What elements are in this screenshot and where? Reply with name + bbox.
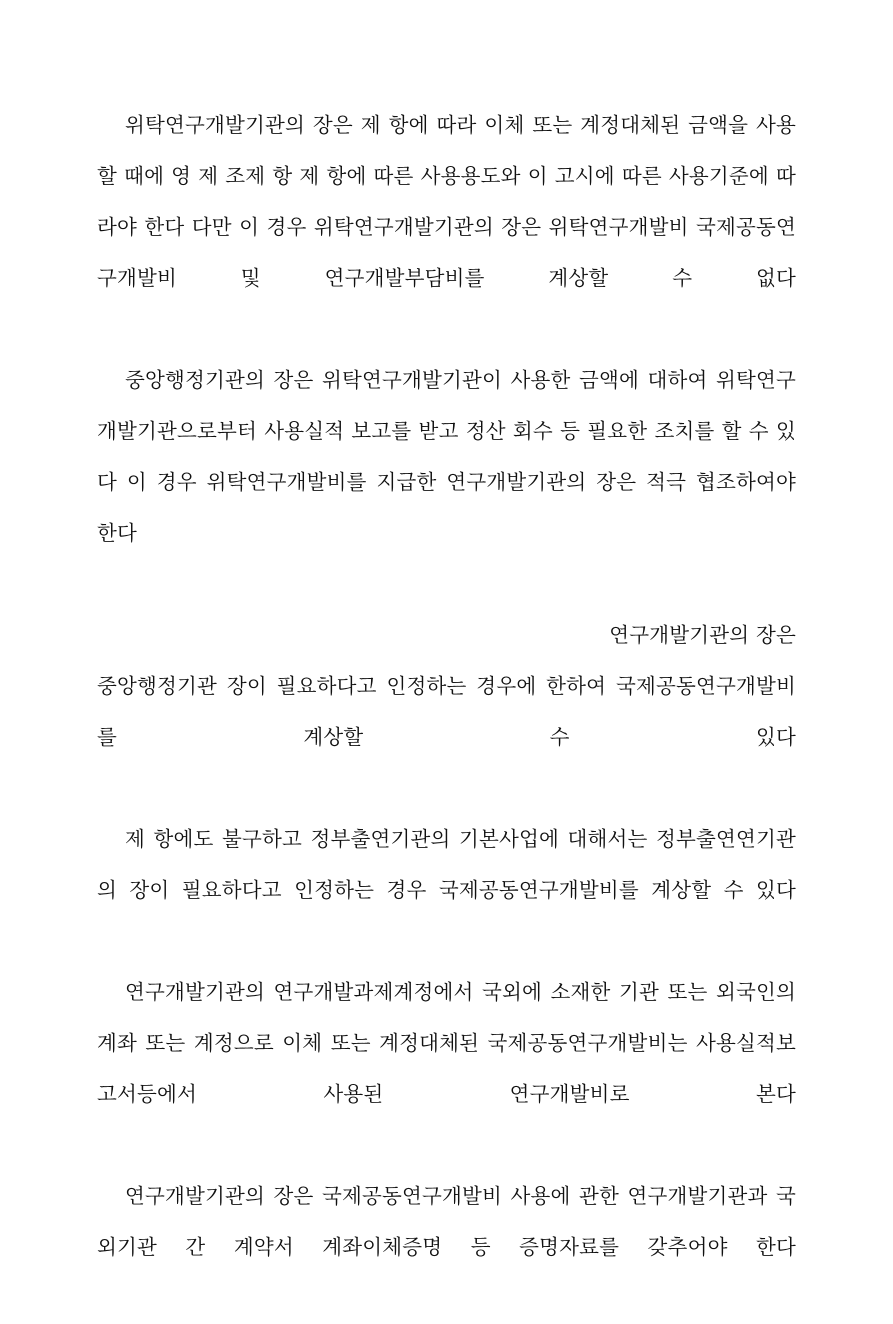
paragraph-3: [97, 610, 796, 814]
paragraph-2: 중앙행정기관의 장은 위탁연구개발기관이 사용한 금액에 대하여 위탁연구개발기관으로부터 사용실적 보고를 받고 정산 회수 등 필요한 조치를 할 수 있다 이 경우 위탁연구개발비를 지급한 연구개발기관의 장은 적극 협조하여야 한다: [97, 368, 796, 545]
paragraph-6: 연구개발기관의 장은 국제공동연구개발비 사용에 관한 연구개발기관과 국외기관 간 계약서 계좌이체증명 등 증명자료를 갖추어야 한다: [97, 1184, 796, 1259]
paragraph-3-body: 중앙행정기관 장이 필요하다고 인정하는 경우에 한하여 국제공동연구개발비를 계상할 수 있다: [97, 674, 796, 749]
paragraph-1: 위탁연구개발기관의 장은 제 항에 따라 이체 또는 계정대체된 금액을 사용할 때에 영 제 조제 항 제 항에 따른 사용용도와 이 고시에 따른 사용기준에 따라야 한다 다만 이 경우 위탁연구개발기관의 장은 위탁연구개발비 국제공동연구개발비 및 연구개발부담비를 계상할 수 없다: [97, 113, 796, 290]
document-body: [97, 100, 796, 1324]
paragraph-5: 연구개발기관의 연구개발과제계정에서 국외에 소재한 기관 또는 외국인의 계좌 또는 계정으로 이체 또는 계정대체된 국제공동연구개발비는 사용실적보고서등에서 사용된 연구개발비로 본다: [97, 980, 796, 1106]
paragraph-3-first-line: 연구개발기관의 장은: [609, 623, 796, 647]
paragraph-4: 제 항에도 불구하고 정부출연기관의 기본사업에 대해서는 정부출연연기관의 장이 필요하다고 인정하는 경우 국제공동연구개발비를 계상할 수 있다: [97, 827, 796, 902]
